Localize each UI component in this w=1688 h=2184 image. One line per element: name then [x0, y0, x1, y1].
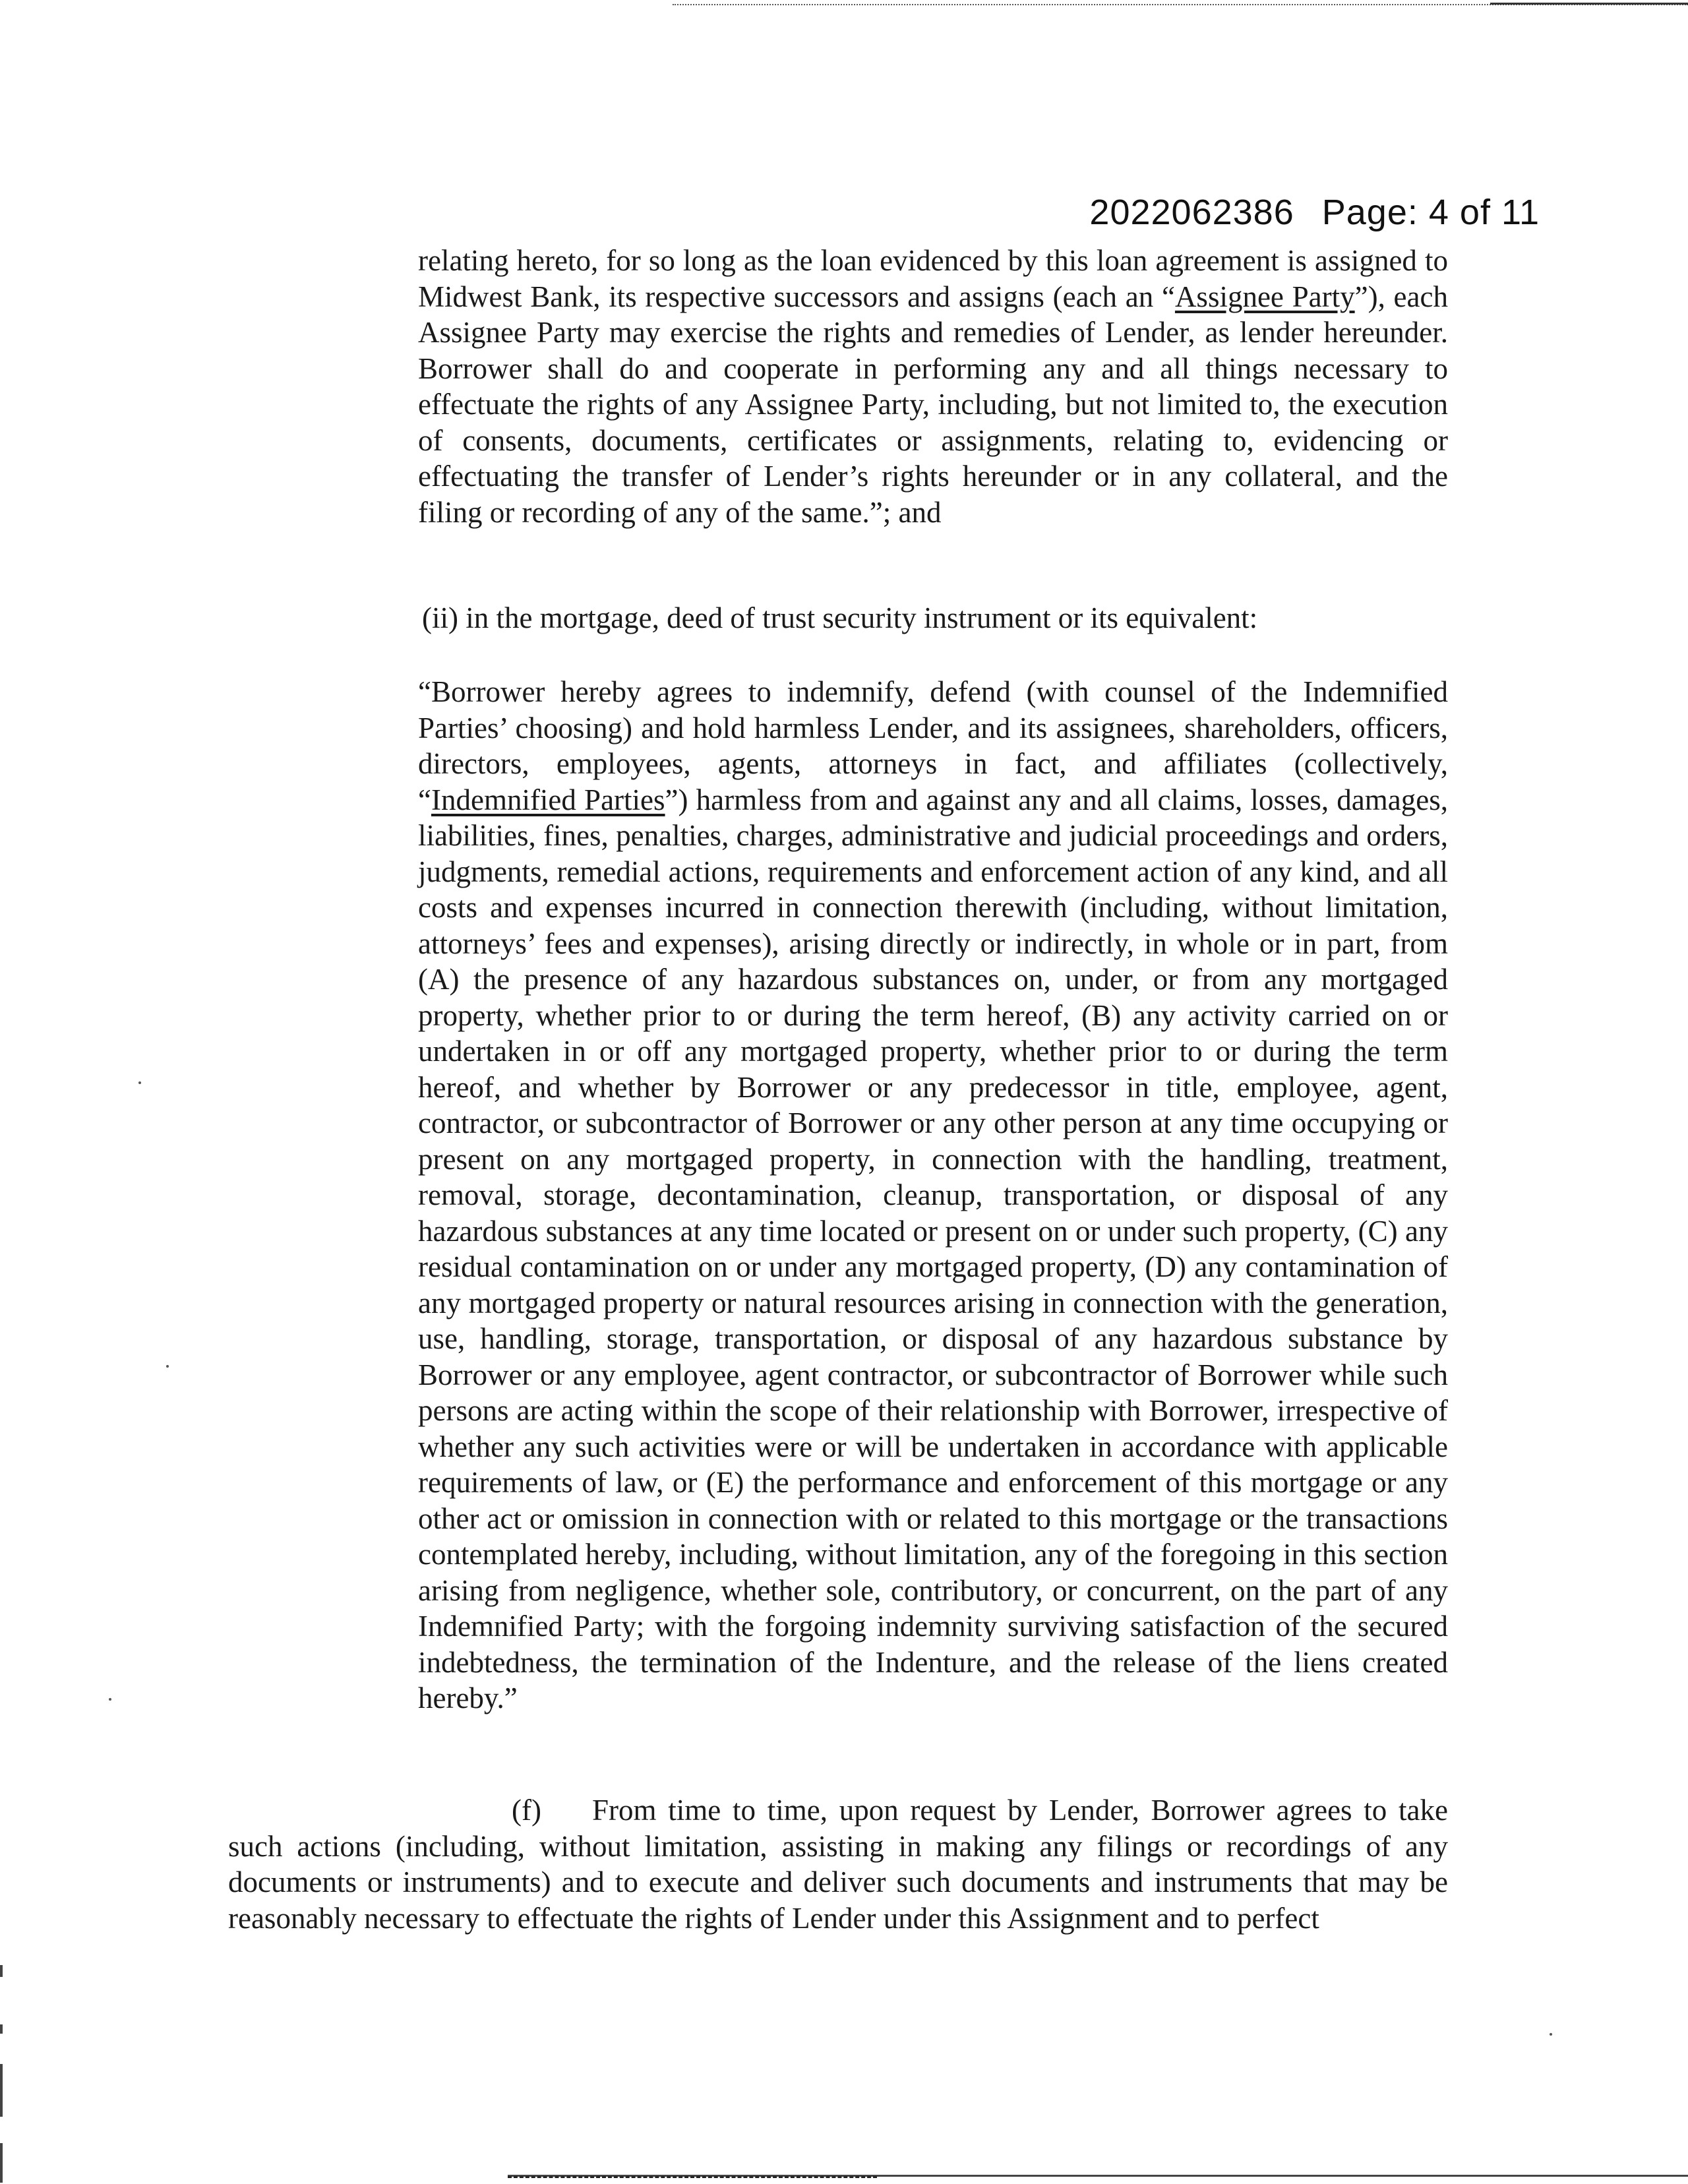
defined-term-indemnified-parties: Indemnified Parties — [431, 783, 665, 816]
scan-edge-mark — [0, 2064, 3, 2117]
paragraph-a-text-2: ”), each Assignee Party may exercise the rights and remedies of Lender, as lender hereunder. Borrower shall do and cooperate in performing any and all things necessary to effectuate the rights of any Assignee Party, including, but not limited to, the execution of consents, documents, certificates or assignments, relating to, evidencing or effectuating the transfer of Lender’s rights hereunder or in any collateral, and the filing or recording of any of the same.”; and — [418, 280, 1448, 529]
scan-speck — [166, 1365, 169, 1368]
scan-bottom-edge-dashed — [508, 2176, 877, 2178]
scan-speck — [1550, 2033, 1552, 2036]
paragraph-b-text-2: ”) harmless from and against any and all claims, losses, damages, liabilities, fines, penalties, charges, administrative and judicial proceedings and orders, judgments, remedial actions, requirements and enforcement action of any kind, and all costs and expenses incurred in connection therewith (including, without limitation, attorneys’ fees and expenses), arising directly or indirectly, in whole or in part, from (A) the presence of any hazardous substances on, under, or from any mortgaged property, whether prior to or during the term hereof, (B) any activity carried on or undertaken in or off any mortgaged property, whether prior to or during the term hereof, and whether by Borrower or any predecessor in title, employee, agent, contractor, or subcontractor of Borrower or any other person at any time occupying or present on any mortgaged property, in connection with the handling, treatment, removal, storage, decontamination, cleanup, transportation, or disposal of any hazardous substances at any time located or present on or under such property, (C) any residual contamination on or under any mortgaged property, (D) any contamination of any mortgaged property or natural resources arising in connection with the generation, use, handling, storage, transportation, or disposal of any hazardous substance by Borrower or any employee, agent contractor, or subcontractor of Borrower while such persons are acting within the scope of their relationship with Borrower, irrespective of whether any such activities were or will be undertaken in accordance with applicable requirements of law, or (E) the performance and enforcement of this mortgage or any other act or omission in connection with or related to this mortgage or the transactions contemplated hereby, including, without limitation, any of the foregoing in this section arising from negligence, whether sole, contributory, or concurrent, on the part of any Indemnified Party; with the forgoing indemnity surviving satisfaction of the secured indebtedness, the termination of the Indenture, and the release of the liens created hereby.” — [418, 783, 1448, 1714]
item-ii: (ii) in the mortgage, deed of trust security instrument or its equivalent: — [422, 601, 1258, 634]
paragraph-b-text-1: “Borrower hereby agrees to indemnify, defend (with counsel of the Indemnified Parties’ choosing) and hold harmless Lender, and its assignees, shareholders, officers, directors, employees, agents, attorneys in fact, and affiliates (collectively, “ — [418, 675, 1448, 816]
paragraph-f-text: From time to time, upon request by Lender, Borrower agrees to take such actions (including, without limitation, assisting in making any filings or recordings of any documents or instruments) and to execute and deliver such documents and instruments that may be reasonably necessary to effectuate the rights of Lender under this Assignment and to perfect — [228, 1794, 1448, 1935]
scan-edge-mark — [0, 2024, 3, 2034]
defined-term-assignee-party: Assignee Party — [1174, 280, 1355, 313]
recording-stamp — [1089, 192, 1540, 233]
page-label: Page: 4 of 11 — [1321, 193, 1540, 232]
paragraph-a-text-1: relating hereto, for so long as the loan evidenced by this loan agreement is assigned to Midwest Bank, its respective successors and assigns (each an “ — [418, 244, 1448, 313]
scan-speck — [109, 1698, 111, 1701]
scan-edge-mark — [0, 1965, 3, 1977]
paragraph-indemnification — [418, 674, 1448, 1716]
document-number: 2022062386 — [1089, 193, 1294, 232]
scan-speck — [138, 1081, 141, 1084]
scan-edge-mark — [0, 2143, 3, 2183]
scan-top-edge-solid — [1490, 3, 1688, 5]
paragraph-f — [228, 1792, 1448, 1936]
paragraph-f-label: (f) — [512, 1794, 541, 1827]
paragraph-assignee-party — [418, 243, 1448, 530]
